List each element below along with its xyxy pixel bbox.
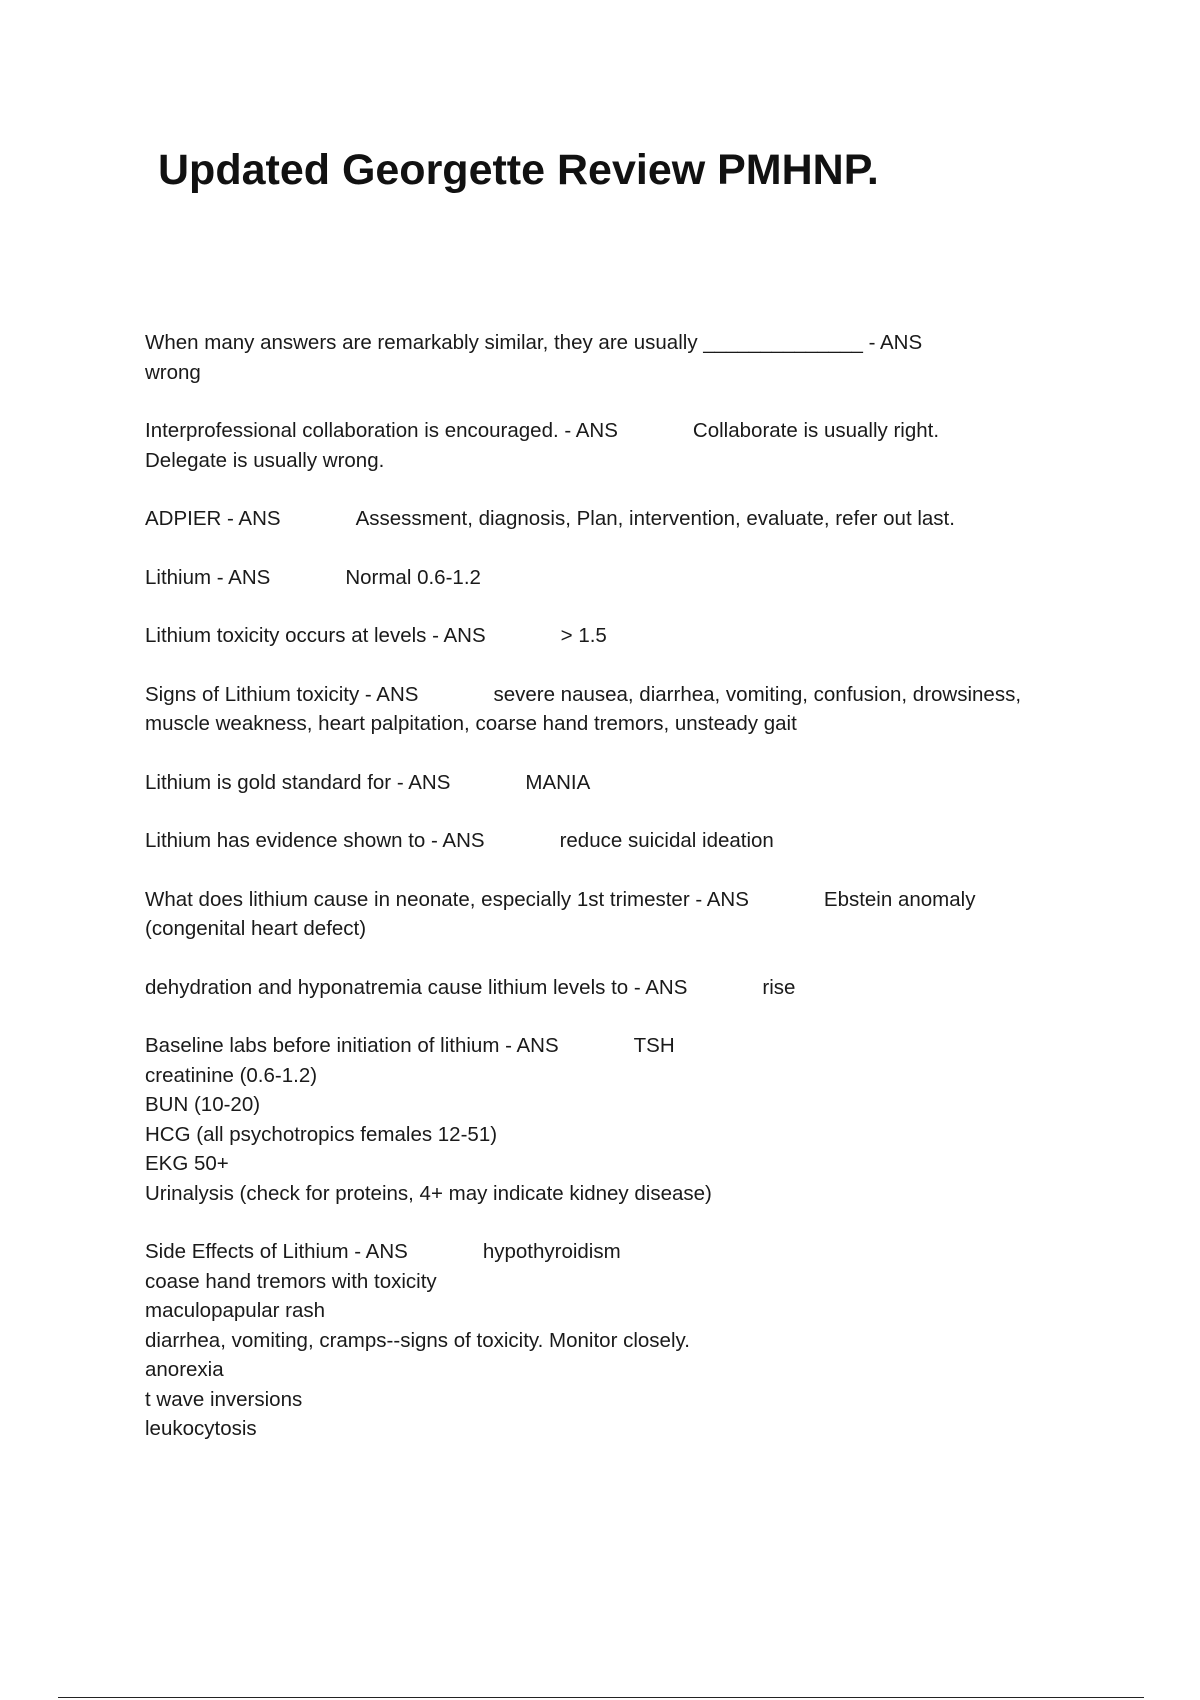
entry-line: diarrhea, vomiting, cramps--signs of toxicity. Monitor closely. (145, 1328, 690, 1352)
qa-entry (145, 1031, 1095, 1208)
entry-answer: TSH (633, 1034, 675, 1057)
entry-line: coase hand tremors with toxicity (145, 1269, 437, 1293)
entry-line: BUN (10-20) (145, 1093, 261, 1116)
page-title: Updated Georgette Review PMHNP. (158, 146, 879, 194)
entry-first-line (145, 621, 1095, 651)
entry-first-line (145, 1237, 1095, 1267)
entry-line: leukocytosis (145, 1417, 257, 1440)
entry-first-line (145, 563, 1095, 593)
entry-line: Delegate is usually wrong. (145, 448, 385, 472)
entry-answer: Ebstein anomaly (823, 887, 976, 911)
entry-answer: hypothyroidism (482, 1240, 621, 1263)
entry-question: Signs of Lithium toxicity - ANS (145, 682, 419, 706)
entry-line: maculopapular rash (145, 1299, 326, 1322)
qa-entry (145, 885, 1095, 944)
qa-entry (145, 416, 1095, 475)
entry-answer: Collaborate is usually right. (692, 419, 940, 442)
qa-entry (145, 973, 1095, 1003)
entry-question: Lithium is gold standard for - ANS (145, 770, 451, 794)
entry-question: What does lithium cause in neonate, especially 1st trimester - ANS (145, 887, 749, 911)
entry-first-line (145, 973, 1095, 1003)
entry-answer: rise (762, 975, 796, 999)
entry-question: Lithium has evidence shown to - ANS (145, 829, 485, 852)
entry-question: ADPIER - ANS (145, 507, 281, 530)
entry-line: t wave inversions (145, 1387, 303, 1411)
entry-question: Baseline labs before initiation of lithium - ANS (145, 1034, 559, 1057)
entry-first-line (145, 1031, 1095, 1061)
entry-question: Lithium - ANS (145, 565, 271, 589)
entry-question: Lithium toxicity occurs at levels - ANS (145, 624, 486, 647)
entry-line: HCG (all psychotropics females 12-51) (145, 1122, 498, 1146)
qa-list (145, 328, 1095, 1473)
qa-entry (145, 328, 1095, 387)
entry-first-line (145, 416, 1095, 446)
qa-entry (145, 621, 1095, 651)
qa-entry (145, 826, 1095, 856)
bottom-rule (58, 1697, 1144, 1698)
entry-line: anorexia (145, 1358, 224, 1381)
entry-first-line (145, 826, 1095, 856)
qa-entry (145, 1237, 1095, 1444)
entry-line: muscle weakness, heart palpitation, coarse hand tremors, unsteady gait (145, 712, 797, 735)
entry-line: (congenital heart defect) (145, 917, 367, 940)
entry-line: creatinine (0.6-1.2) (145, 1063, 318, 1087)
qa-entry (145, 563, 1095, 593)
entry-answer: severe nausea, diarrhea, vomiting, confusion, drowsiness, (493, 682, 1022, 706)
entry-line: EKG 50+ (145, 1152, 229, 1175)
entry-line: When many answers are remarkably similar, they are usually ______________ - ANS (145, 331, 923, 354)
entry-line: Urinalysis (check for proteins, 4+ may indicate kidney disease) (145, 1181, 712, 1205)
entry-answer: Assessment, diagnosis, Plan, intervention, evaluate, refer out last. (355, 507, 955, 530)
entry-first-line (145, 504, 1095, 534)
entry-question: Side Effects of Lithium - ANS (145, 1240, 408, 1263)
entry-answer: Normal 0.6-1.2 (345, 565, 481, 589)
entry-answer: reduce suicidal ideation (559, 829, 774, 852)
entry-first-line (145, 885, 1095, 915)
entry-answer: > 1.5 (560, 624, 607, 647)
entry-question: Interprofessional collaboration is encouraged. - ANS (145, 419, 618, 442)
qa-entry (145, 768, 1095, 798)
qa-entry (145, 680, 1095, 739)
entry-first-line (145, 680, 1095, 710)
entry-first-line (145, 768, 1095, 798)
entry-answer: MANIA (525, 770, 591, 794)
entry-question: dehydration and hyponatremia cause lithium levels to - ANS (145, 975, 688, 999)
qa-entry (145, 504, 1095, 534)
entry-line: wrong (145, 360, 201, 384)
